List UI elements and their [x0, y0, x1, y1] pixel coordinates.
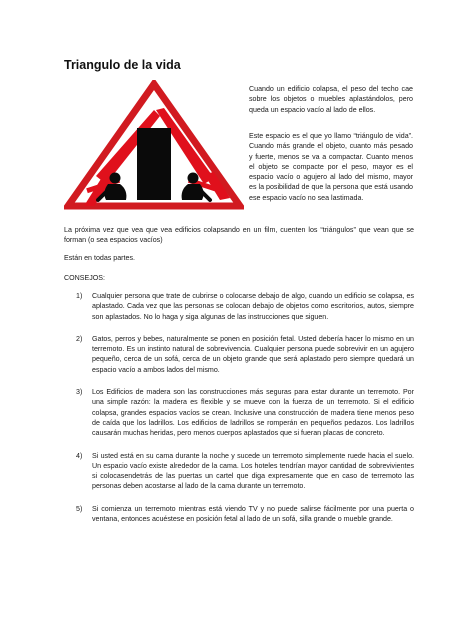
list-item-text: Los Edificios de madera son las construcciones más seguras para estar durante un terremoto. Por una simple razón: la madera es flexible y se mueve con la fuerza de un terremoto. Si el edificio colapsa, grandes espacios vacíos se crean. Inclusive una construcción de madera tiene menos peso de caída que los ladrillos. Los edificios de ladrillos se romperán en pequeños pedazos. Los ladrillos causarán muchas heridas, pero menos cuerpos aplastados que si fueran placas de concreto.: [92, 388, 414, 438]
list-item-text: Si comienza un terremoto mientras está viendo TV y no puede salirse fácilmente por una puerta o ventana, entonces acuéstese en posición fetal al lado de un sofá, silla grande o mueble grande.: [92, 504, 414, 524]
list-item-text: Si usted está en su cama durante la noche y sucede un terremoto simplemente ruede hacia el suelo. Un espacio vacío existe alrededor de la cama. Los hoteles tendrían mayor cantidad de sobrevivientes si colocasendetrás de las puertas un cartel que diga expresamente que en caso de terremoto las personas deben acostarse al lado de la cama durante un terremoto.: [92, 451, 414, 491]
triangle-of-life-sign-icon: [64, 80, 244, 210]
list-item: [64, 504, 414, 525]
page-title: Triangulo de la vida: [64, 58, 181, 72]
paragraph: Cuando un edificio colapsa, el peso del techo cae sobre los objetos o muebles aplastándolos, pero queda un espacio vacío al lado de ellos.: [249, 85, 413, 114]
list-item: [64, 334, 414, 375]
list-number: 5): [76, 504, 83, 513]
list-number: 4): [76, 451, 83, 460]
paragraph: La próxima vez que vea que vea edificios colapsando en un film, cuenten los “triángulos” que vean que se forman (o sea espacios vacíos): [64, 226, 414, 245]
list-item: [64, 387, 414, 438]
list-number: 2): [76, 334, 83, 343]
heading: CONSEJOS:: [64, 274, 105, 282]
list-item-text: Gatos, perros y bebes, naturalmente se ponen en posición fetal. Usted debería hacer lo mismo en un terremoto. Es un instinto natural de sobrevivencia. Cualquier persona puede sobrevivir en un agujero pequeño, cerca de un sofá, cerca de un objeto grande que será aplastado pero siempre quedará un espacio vacío a ambos lados del mismo.: [92, 334, 414, 374]
list-item: [64, 451, 414, 492]
side-paragraph-collapse: [249, 84, 413, 115]
side-paragraph-triangle: [249, 131, 413, 203]
furniture-block-icon: [137, 128, 171, 200]
everywhere-paragraph: [64, 253, 414, 263]
list-item-text: Cualquier persona que trate de cubrirse o colocarse debajo de algo, cuando un edificio se colapsa, es aplastado. Cada vez que las personas se colocan debajo de objetos como escritorios, autos, siempre son aplastados. No lo haga y siga algunas de las instrucciones que siguen.: [92, 292, 414, 321]
advice-list: [64, 291, 414, 524]
list-number: 3): [76, 388, 83, 397]
intro-paragraph: [64, 225, 414, 246]
paragraph: Este espacio es el que yo llamo “triángulo de vida”. Cuando más grande el objeto, cuanto más pesado y fuerte, menos se va a compactar. Cuanto menos el objeto se compacte por el peso, mayor es el espacio vacío o agujero al lado del mismo, mayor es la posibilidad de que la persona que está usando ese espacio vacío no sea lastimada.: [249, 132, 413, 202]
list-number: 1): [76, 292, 83, 300]
advice-heading: [64, 273, 414, 283]
paragraph: Están en todas partes.: [64, 254, 135, 262]
list-item: [64, 291, 414, 322]
